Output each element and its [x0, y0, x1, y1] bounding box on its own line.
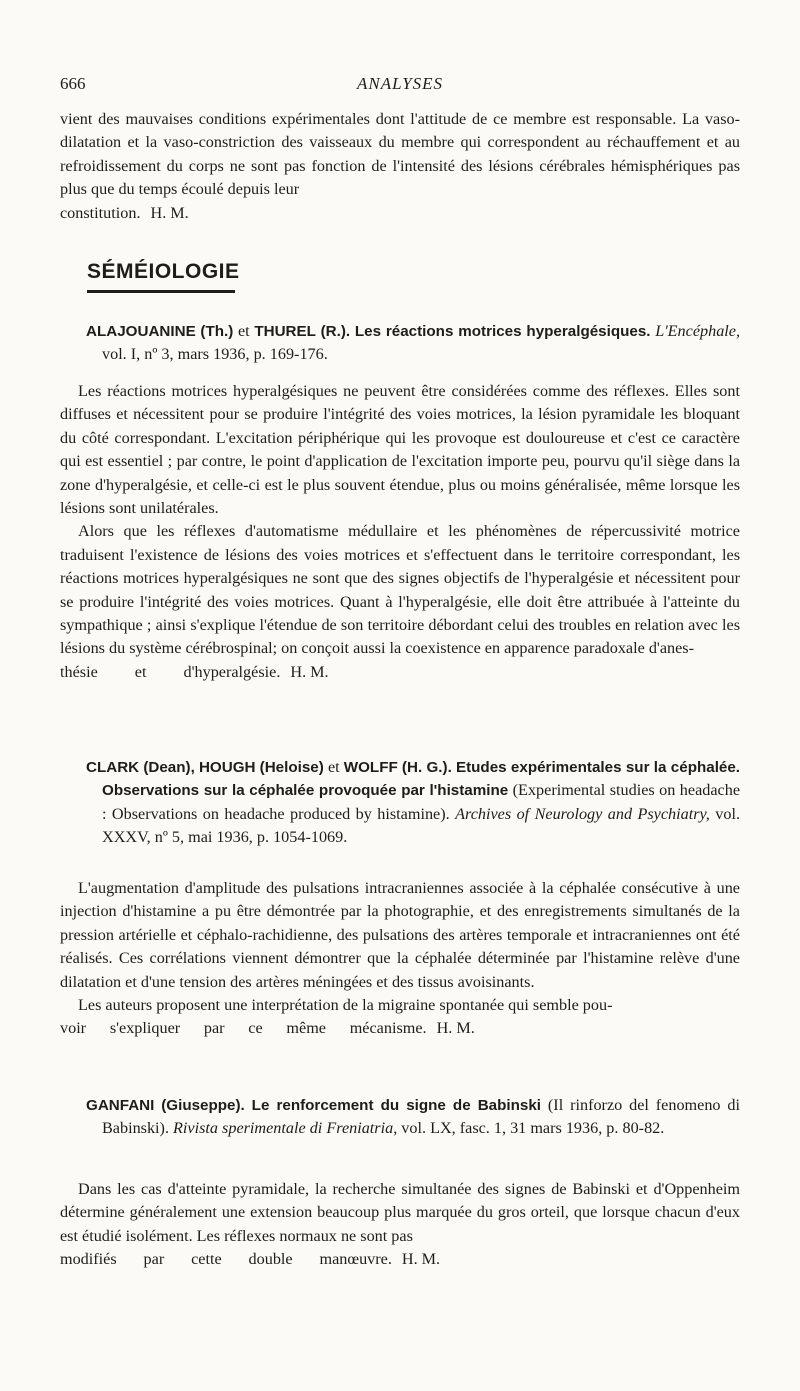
abstract-paragraph: Dans les cas d'atteinte pyramidale, la recherche simultanée des signes de Babinski et d'Oppenheim détermine généralement une extension beaucoup plus marquée du gros orteil, que lorsque chacun d'eux est étudié isolément. Les réflexes normaux ne sont pas [60, 1180, 740, 1245]
journal-name: Rivista sperimentale di Freniatria, [173, 1119, 398, 1138]
running-head: ANALYSES [356, 74, 444, 93]
article-reference [86, 756, 740, 850]
citation-details: vol. I, nº 3, mars 1936, p. 169-176. [102, 345, 328, 364]
article-abstract [60, 380, 740, 684]
journal-name: L'Encéphale, [655, 322, 741, 340]
author-initials: (Heloise) [259, 759, 324, 776]
author-name: HOUGH [198, 759, 256, 776]
abstract-closing-line: modifiés par cette double manœuvre. H. M. [60, 1248, 740, 1271]
citation-details: vol. XXXV, nº 5, mai 1936, p. 1054-1069. [102, 804, 741, 847]
abstract-closing-line: thésie et d'hyperalgésie. H. M. [60, 661, 740, 684]
author-separator: et [327, 758, 344, 776]
abstract-paragraph: Les auteurs proposent une interprétation de la migraine spontanée qui semble pou- [78, 996, 613, 1015]
page-number: 666 [60, 74, 86, 93]
article-abstract [60, 877, 740, 1041]
author-name: GANFANI [86, 1097, 155, 1114]
article-subtitle: (Experimental studies on headache : Observations on headache produced by histamine). [102, 781, 741, 823]
author-name: THUREL [254, 323, 316, 340]
section-title: SÉMÉIOLOGIE [87, 260, 240, 283]
abstract-closing-line: voir s'expliquer par ce même mécanisme. H. M. [60, 1017, 740, 1040]
author-initials: (R.). [320, 323, 351, 340]
article-abstract [60, 1178, 740, 1272]
author-separator: et [237, 322, 255, 340]
citation-details: vol. LX, fasc. 1, 31 mars 1936, p. 80-82. [401, 1119, 665, 1138]
author-name: CLARK [86, 759, 140, 776]
abstract-signature: H. M. [290, 662, 329, 681]
intro-closing-line: constitution. H. M. [60, 202, 740, 225]
article-subtitle: (Il rinforzo del fenomeno di Babinski). [102, 1096, 740, 1138]
author-name: WOLFF [343, 759, 398, 776]
abstract-paragraph: Les réactions motrices hyperalgésiques ne peuvent être considérées comme des réflexes. Elles sont diffuses et nécessitent pour se produire l'intégrité des voies motrices, la lésion pyramidale les bloquant du côté correspondant. L'excitation périphérique qui les provoque est douloureuse et c'est ce caractère qui est essentiel ; par contre, le point d'application de l'excitation importe peu, pourvu qu'il siège dans la zone d'hyperalgésie, et celle-ci est le plus souvent étendue, plus ou moins généralisée, même lorsque les lésions sont unilatérales. [60, 382, 740, 518]
article-reference [86, 1094, 740, 1141]
author-name: ALAJOUANINE [86, 323, 196, 340]
author-initials: (Giuseppe). [161, 1097, 245, 1114]
section-underline [87, 290, 235, 293]
article-title: Etudes expérimentales sur la céphalée. Observations sur la céphalée provoquée par l'histamine [102, 759, 741, 800]
abstract-paragraph: Alors que les réflexes d'automatisme médullaire et les phénomènes de répercussivité motrice traduisent l'existence de lésions des voies motrices et s'effectuent dans le territoire correspondant, les réactions motrices hyperalgésiques ne sont que des signes objectifs de l'hyperalgésie et nécessitent pour se produire l'intégrité des voies motrices. Quant à l'hyperalgésie, elle doit être attribuée à l'atteinte du sympathique ; ainsi s'explique l'étendue de son territoire débordant celui des troubles en relation avec les lésions du système cérébrospinal; on conçoit aussi la coexistence en apparence paradoxale d'anes- [60, 522, 740, 658]
author-initials: (Dean), [143, 759, 195, 776]
author-initials: (H. G.). [401, 759, 452, 776]
intro-text: vient des mauvaises conditions expérimentales dont l'attitude de ce membre est responsable. La vaso-dilatation et la vaso-constriction des vaisseaux du membre qui correspondent au réchauffement et au refroidissement du corps ne sont pas fonction de l'intensité des lésions cérébrales hémisphériques pas plus que du temps écoulé depuis leur [60, 110, 740, 199]
journal-name: Archives of Neurology and Psychiatry, [455, 804, 710, 823]
article-title: Le renforcement du signe de Babinski [251, 1097, 542, 1114]
section-heading [87, 260, 240, 293]
intro-signature: H. M. [150, 203, 189, 222]
article-reference [86, 320, 740, 367]
abstract-signature: H. M. [436, 1019, 475, 1038]
article-title: Les réactions motrices hyperalgésiques. [354, 323, 651, 340]
intro-paragraph [60, 108, 740, 225]
abstract-signature: H. M. [401, 1250, 441, 1269]
author-initials: (Th.) [200, 323, 234, 340]
page-header [60, 74, 740, 98]
abstract-paragraph: L'augmentation d'amplitude des pulsations intracraniennes associée à la céphalée consécutive à une injection d'histamine a pu être démontrée par la photographie, et des enregistrements simultanés de la pression artérielle et céphalo-rachidienne, des pulsations des artères temporale et intracraniennes ont été réalisés. Ces corrélations viennent démontrer que la céphalée déterminée par l'histamine relève d'une dilatation et d'une tension des artères méningées et des tissus avoisinants. [60, 879, 740, 991]
